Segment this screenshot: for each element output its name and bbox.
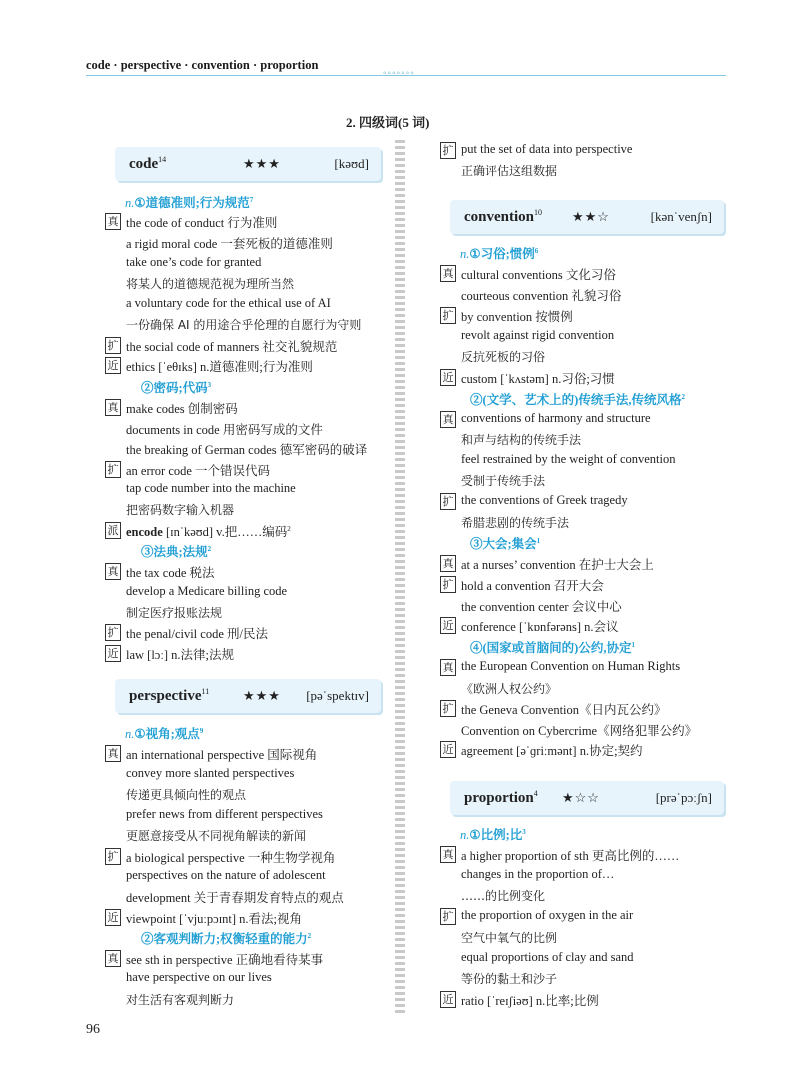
example-line: develop a Medicare billing code — [126, 584, 288, 598]
example-line: see sth in perspective 正确地看待某事 — [126, 953, 324, 967]
synonym-line: ethics [ˈeθɪks] n.道德准则;行为准则 — [126, 360, 313, 374]
example-line: 一份确保 AI 的用途合乎伦理的自愿行为守则 — [126, 318, 362, 332]
example-line: 传递更具倾向性的观点 — [126, 788, 247, 802]
tag-real: 真 — [105, 213, 121, 230]
derived-line: encode [ɪnˈkəʊd] v.把……编码$^2$ — [126, 524, 291, 539]
tag-synonym: 近 — [440, 741, 456, 758]
word-box-proportion — [450, 781, 724, 815]
tag-expand: 扩 — [440, 700, 456, 717]
example-line: convey more slanted perspectives — [126, 766, 295, 780]
phonetic: [kəʊd] — [334, 156, 369, 171]
tag-real: 真 — [440, 411, 456, 428]
word-box-perspective — [115, 679, 381, 713]
tag-real: 真 — [440, 265, 456, 282]
example-line: 和声与结构的传统手法 — [461, 433, 582, 447]
example-line: documents in code 用密码写成的文件 — [126, 423, 323, 437]
example-line: 反抗死板的习俗 — [461, 350, 546, 364]
example-line: have perspective on our lives — [126, 970, 272, 984]
tag-expand: 扩 — [440, 307, 456, 324]
synonym-line: ratio [ˈreɪʃiəʊ] n.比率;比例 — [461, 994, 599, 1008]
star-rating: ★☆☆ — [562, 790, 600, 805]
tag-expand: 扩 — [440, 576, 456, 593]
example-line: the convention center 会议中心 — [461, 600, 622, 614]
example-line: the conventions of Greek tragedy — [461, 493, 628, 507]
sense-label: ②(文学、艺术上的)传统手法,传统风格$^2$ — [470, 392, 685, 407]
example-line: 制定医疗报账法规 — [126, 606, 223, 620]
example-line: the penal/civil code 刑/民法 — [126, 627, 268, 641]
example-line: 更愿意接受从不同视角解读的新闻 — [126, 829, 307, 843]
phonetic: [prəˈpɔːʃn] — [655, 790, 712, 805]
sense-label: n.①比例;比$^3$ — [460, 827, 526, 842]
example-line: the European Convention on Human Rights — [461, 659, 681, 673]
synonym-line: law [lɔː] n.法律;法规 — [126, 648, 234, 662]
sense-label: n.①道德准则;行为规范$^7$ — [125, 195, 254, 210]
tag-synonym: 近 — [440, 369, 456, 386]
tag-expand: 扩 — [105, 848, 121, 865]
example-line: put the set of data into perspective — [461, 142, 633, 156]
example-line: a biological perspective 一种生物学视角 — [126, 851, 336, 865]
tag-real: 真 — [440, 555, 456, 572]
column-divider — [395, 140, 405, 1015]
page-number: 96 — [86, 1022, 100, 1037]
tag-real: 真 — [105, 745, 121, 762]
word-box-convention — [450, 200, 724, 234]
headword: perspective$^{11}$ — [129, 687, 210, 704]
example-line: 把密码数字输入机器 — [126, 503, 235, 517]
tag-synonym: 近 — [440, 991, 456, 1008]
example-line: the code of conduct 行为准则 — [126, 216, 278, 230]
example-line: 将某人的道德规范视为理所当然 — [126, 277, 295, 291]
example-line: an error code 一个错误代码 — [126, 464, 271, 478]
example-line: 对生活有客观判断力 — [126, 993, 235, 1007]
tag-synonym: 近 — [440, 617, 456, 634]
example-line: cultural conventions 文化习俗 — [461, 268, 616, 282]
example-line: development 关于青春期发育特点的观点 — [126, 891, 344, 905]
tag-real: 真 — [440, 846, 456, 863]
running-header: code · perspective · convention · proportion — [86, 58, 319, 72]
tag-real: 真 — [105, 563, 121, 580]
example-line: 正确评估这组数据 — [461, 164, 558, 178]
sense-label: ②客观判断力;权衡轻重的能力$^2$ — [141, 931, 312, 946]
example-line: 空气中氧气的比例 — [461, 931, 558, 945]
tag-synonym: 近 — [105, 645, 121, 662]
tag-expand: 扩 — [105, 624, 121, 641]
example-line: the Geneva Convention《日内瓦公约》 — [461, 703, 667, 717]
example-line: ……的比例变化 — [461, 889, 546, 903]
example-line: take one’s code for granted — [126, 255, 262, 269]
example-line: equal proportions of clay and sand — [461, 950, 634, 964]
star-rating: ★★☆ — [572, 209, 610, 224]
phonetic: [kənˈvenʃn] — [650, 209, 712, 224]
tag-real: 真 — [105, 399, 121, 416]
tag-synonym: 近 — [105, 909, 121, 926]
example-line: the social code of manners 社交礼貌规范 — [126, 340, 338, 354]
example-line: prefer news from different perspectives — [126, 807, 323, 821]
sense-label: ③法典;法规$^2$ — [141, 544, 212, 559]
sense-label: n.①视角;观点$^9$ — [125, 726, 204, 741]
example-line: changes in the proportion of… — [461, 867, 615, 881]
example-line: tap code number into the machine — [126, 481, 296, 495]
word-box-code — [115, 147, 381, 181]
example-line: perspectives on the nature of adolescent — [126, 868, 326, 882]
tag-derived: 派 — [105, 522, 121, 539]
section-title: 2. 四级词(5 词) — [346, 115, 430, 130]
example-line: Convention on Cybercrime《网络犯罪公约》 — [461, 724, 698, 738]
example-line: a higher proportion of sth 更高比例的…… — [461, 849, 680, 863]
tag-expand: 扩 — [440, 142, 456, 159]
tag-real: 真 — [440, 659, 456, 676]
example-line: the tax code 税法 — [126, 566, 215, 580]
tag-expand: 扩 — [440, 908, 456, 925]
tag-expand: 扩 — [440, 493, 456, 510]
sense-label: ③大会;集会$^1$ — [470, 536, 541, 551]
example-line: 受制于传统手法 — [461, 474, 546, 488]
sense-label: n.①习俗;惯例$^6$ — [460, 246, 539, 261]
example-line: a rigid moral code 一套死板的道德准则 — [126, 237, 333, 251]
synonym-line: agreement [əˈɡriːmənt] n.协定;契约 — [461, 744, 643, 758]
synonym-line: conference [ˈkɒnfərəns] n.会议 — [461, 620, 619, 634]
headword: proportion$^4$ — [464, 789, 538, 806]
example-line: make codes 创制密码 — [126, 402, 238, 416]
headword: convention$^{10}$ — [464, 208, 543, 225]
phonetic: [pəˈspektɪv] — [306, 688, 369, 703]
example-line: feel restrained by the weight of convention — [461, 452, 676, 466]
example-line: courteous convention 礼貌习俗 — [461, 289, 622, 303]
header-rule — [86, 75, 726, 76]
example-line: the proportion of oxygen in the air — [461, 908, 634, 922]
example-line: the breaking of German codes 德军密码的破译 — [126, 443, 368, 457]
example-line: hold a convention 召开大会 — [461, 579, 604, 593]
example-line: conventions of harmony and structure — [461, 411, 651, 425]
sense-label: ②密码;代码$^3$ — [141, 380, 212, 395]
tag-expand: 扩 — [105, 337, 121, 354]
example-line: a voluntary code for the ethical use of AI — [126, 296, 331, 310]
example-line: an international perspective 国际视角 — [126, 748, 318, 762]
sense-label: ④(国家或首脑间的)公约,协定$^1$ — [470, 640, 635, 655]
example-line: by convention 按惯例 — [461, 310, 573, 324]
example-line: at a nurses’ convention 在护士大会上 — [461, 558, 654, 572]
example-line: revolt against rigid convention — [461, 328, 615, 342]
synonym-line: custom [ˈkʌstəm] n.习俗;习惯 — [461, 372, 615, 386]
headword: code$^{14}$ — [129, 155, 167, 172]
tag-expand: 扩 — [105, 461, 121, 478]
tag-real: 真 — [105, 950, 121, 967]
header-ornament: ◦◦◦◦◦◦◦ — [383, 68, 415, 79]
synonym-line: viewpoint [ˈvjuːpɔɪnt] n.看法;视角 — [126, 912, 303, 926]
star-rating: ★★★ — [243, 688, 281, 703]
example-line: 等份的黏土和沙子 — [461, 972, 558, 986]
tag-synonym: 近 — [105, 357, 121, 374]
example-line: 《欧洲人权公约》 — [461, 682, 558, 696]
star-rating: ★★★ — [243, 156, 281, 171]
example-line: 希腊悲剧的传统手法 — [461, 516, 570, 530]
